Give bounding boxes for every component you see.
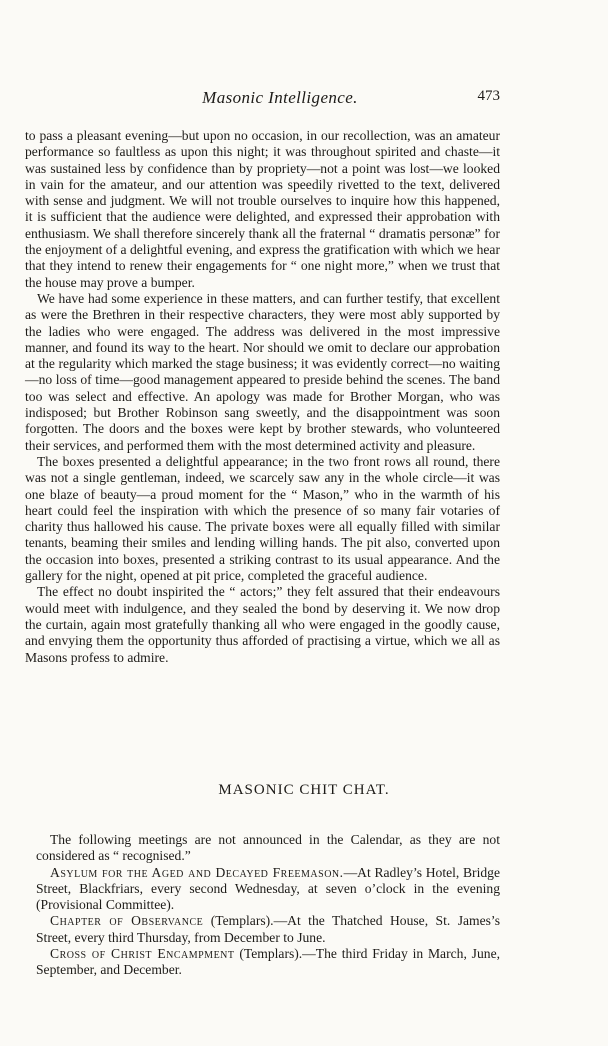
- meeting-details: —At Radley’s Hotel, Bridge Street, Blackfriars, every second Wednesday, at seven o’clock in the evening (Provisional Committee).: [36, 864, 500, 913]
- chit-chat-intro: The following meetings are not announced in the Calendar, as they are not considered as “ recognised.”: [36, 832, 500, 864]
- paragraph: The boxes presented a delightful appearance; in the two front rows all round, there was not a single gentleman, indeed, we scarcely saw any in the whole circle—it was one blaze of beauty—a proud moment for the “ Mason,” who in the warmth of his heart could feel the inspiration with which the presence of so many fair votaries of charity thus hallowed his cause. The private boxes were all equally filled with similar tenants, beaming their smiles and lending willing hands. The pit also, converted upon the occasion into boxes, presented a striking contrast to its usual appearance. And the gallery for the night, opened at pit price, completed the graceful audience.: [25, 453, 500, 584]
- meeting-name: Chapter of Observance: [50, 913, 204, 929]
- running-title: Masonic Intelligence.: [202, 88, 358, 107]
- article-body: [25, 128, 500, 666]
- meeting-details: (Templars).—The third Friday in March, June, September, and December.: [36, 946, 500, 978]
- page-number: 473: [477, 88, 500, 104]
- meeting-entry: [36, 913, 500, 946]
- meeting-entry: [36, 946, 500, 979]
- paragraph: The effect no doubt inspirited the “ actors;” they felt assured that their endeavours would meet with indulgence, and they sealed the bond by deserving it. We now drop the curtain, again most gratefully thanking all who were engaged in the goodly cause, and envying them the opportunity thus afforded of practising a virtue, which we all as Masons profess to admire.: [25, 584, 500, 665]
- section-heading: MASONIC CHIT CHAT.: [218, 782, 390, 798]
- chit-chat-section: [36, 832, 500, 979]
- running-head: [0, 88, 608, 110]
- meeting-entry: [36, 865, 500, 914]
- paragraph: to pass a pleasant evening—but upon no occasion, in our recollection, was an amateur performance so faultless as upon this night; it was throughout spirited and chaste—it was sustained less by confidence than by propriety—not a point was lost—we looked in vain for the amateur, and our attention was speedily rivetted to the text, delivered with sense and judgment. We will not trouble ourselves to inquire how this happened, it is sufficient that the audience were delighted, and expressed their approbation with enthusiasm. We shall therefore sincerely thank all the fraternal “ dramatis personæ” for the enjoyment of a delightful evening, and express the gratification with which we hear that they intend to renew their engagements for “ one night more,” when we trust that the house may prove a bumper.: [25, 128, 500, 290]
- meeting-name: Cross of Christ Encampment: [50, 946, 235, 962]
- meeting-name: Asylum for the Aged and Decayed Freemason.: [50, 864, 344, 880]
- paragraph: We have had some experience in these matters, and can further testify, that excellent as were the Brethren in their respective characters, they were most ably supported by the ladies who were engaged. The address was delivered in the most impressive manner, and found its way to the heart. Nor should we omit to declare our approbation at the regularity which marked the stage business; it was evidently correct—no waiting—no loss of time—good management appeared to preside behind the scenes. The band too was select and effective. An apology was made for Brother Morgan, who was indisposed; but Brother Robinson sang sweetly, and the disappointment was soon forgotten. The doors and the boxes were kept by brother stewards, who volunteered their services, and performed them with the most determined activity and pleasure.: [25, 290, 500, 453]
- meeting-details: (Templars).—At the Thatched House, St. James’s Street, every third Thursday, from December to June.: [36, 913, 500, 945]
